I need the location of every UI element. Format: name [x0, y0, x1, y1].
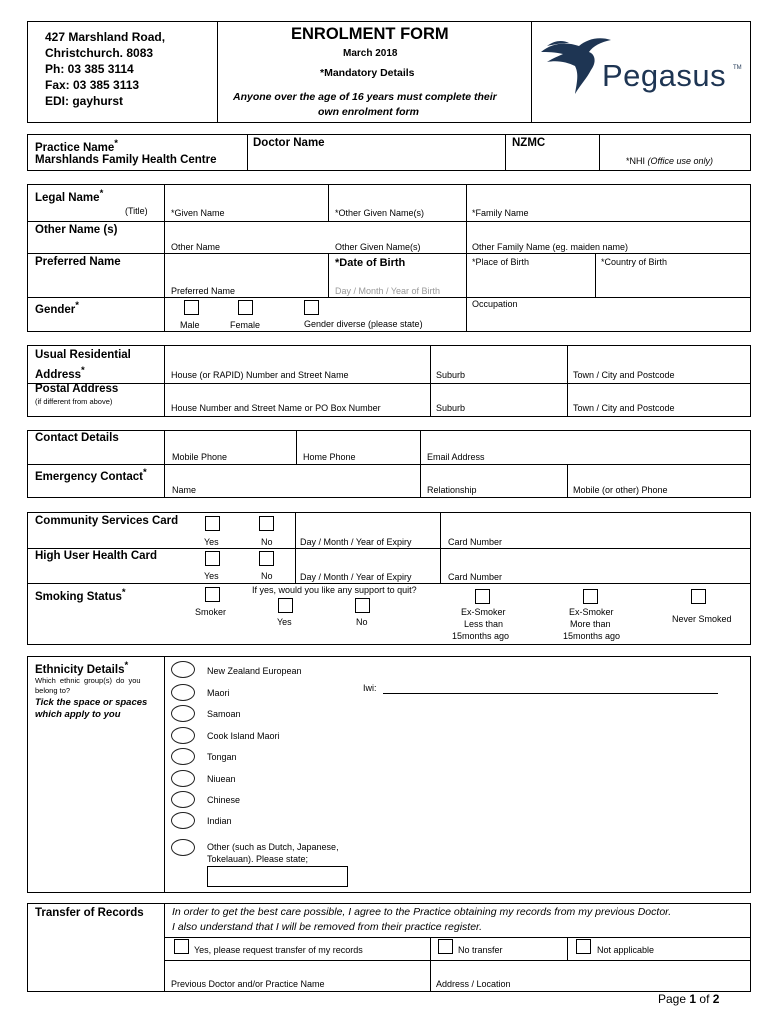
divider [466, 184, 467, 332]
divider [430, 937, 431, 992]
divider [440, 512, 441, 583]
divider [164, 430, 165, 498]
form-date: March 2018 [343, 48, 398, 59]
dob-label: *Date of Birth [335, 257, 406, 269]
ethnicity-option-label: Maori [207, 688, 230, 698]
ethnicity-option-radio[interactable] [171, 727, 195, 744]
ethnicity-other-radio[interactable] [171, 839, 195, 856]
divider [599, 134, 600, 171]
mandatory-note: *Mandatory Details [320, 67, 415, 79]
ethnicity-option-radio[interactable] [171, 684, 195, 701]
gender-diverse-label: Gender diverse (please state) [304, 319, 423, 329]
community-services-card-label: Community Services Card [35, 515, 179, 527]
legal-name-label: Legal Name* [35, 188, 104, 204]
csc-no-label: No [261, 537, 273, 547]
transfer-consent-text: In order to get the best care possible, I agree to the Practice obtaining my records from my previous Doctor. [172, 906, 672, 918]
practice-address-line: 427 Marshland Road, [45, 30, 166, 44]
doctor-name-label: Doctor Name [253, 137, 325, 149]
divider [505, 134, 506, 171]
ethnicity-option-label: Niuean [207, 774, 236, 784]
ethnicity-option-label: New Zealand European [207, 666, 302, 676]
csc-yes-label: Yes [204, 537, 219, 547]
high-user-health-card-label: High User Health Card [35, 550, 158, 562]
smoker-label: Smoker [195, 607, 227, 617]
usual-address-label: Address* [35, 365, 85, 381]
gender-female-checkbox[interactable] [238, 300, 253, 315]
divider [595, 253, 596, 297]
divider [27, 548, 751, 549]
postal-address-note: (if different from above) [35, 397, 113, 406]
practice-edi: EDI: gayhurst [45, 94, 124, 108]
divider [27, 297, 751, 298]
postal-address-label: Postal Address [35, 383, 119, 395]
other-family-hint: Other Family Name (eg. maiden name) [472, 242, 629, 252]
ethnicity-label: Ethnicity Details* [35, 660, 129, 676]
ethnicity-question: belong to? [35, 686, 71, 695]
never-smoked-checkbox[interactable] [691, 589, 706, 604]
ethnicity-option-label: Indian [207, 816, 232, 826]
huhc-number-hint: Card Number [448, 572, 503, 582]
iwi-field[interactable] [383, 693, 718, 694]
page-number: Page 1 of 2 [658, 992, 720, 1006]
ethnicity-option-radio[interactable] [171, 770, 195, 787]
transfer-no-checkbox[interactable] [438, 939, 453, 954]
title-field-label: (Title) [125, 206, 148, 216]
iwi-label: Iwi: [363, 683, 377, 693]
practice-phone: Ph: 03 385 3114 [45, 62, 134, 76]
address-location-hint: Address / Location [436, 979, 511, 989]
other-names-label: Other Name (s) [35, 224, 118, 236]
other-given-hint: Other Given Name(s) [335, 242, 421, 252]
given-name-label: *Given Name [171, 208, 225, 218]
smoking-status-label: Smoking Status* [35, 587, 126, 603]
ethnicity-option-radio[interactable] [171, 661, 195, 678]
emergency-mobile-hint: Mobile (or other) Phone [573, 485, 668, 495]
email-address-hint: Email Address [427, 452, 485, 462]
divider [164, 937, 751, 938]
csc-no-checkbox[interactable] [259, 516, 274, 531]
transfer-yes-checkbox[interactable] [174, 939, 189, 954]
other-given-label: *Other Given Name(s) [335, 208, 425, 218]
postal-street-hint: House Number and Street Name or PO Box Number [171, 403, 381, 413]
postal-suburb-hint: Suburb [436, 403, 466, 413]
divider [164, 960, 751, 961]
country-of-birth-label: *Country of Birth [601, 257, 668, 267]
divider [328, 253, 329, 297]
quit-support-yes-label: Yes [277, 617, 292, 627]
divider [164, 345, 165, 417]
ethnicity-option-label: Samoan [207, 709, 241, 719]
huhc-yes-label: Yes [204, 571, 219, 581]
town-postcode-hint: Town / City and Postcode [573, 370, 675, 380]
dob-placeholder: Day / Month / Year of Birth [335, 286, 441, 296]
ethnicity-instruction: Tick the space or spaces [35, 697, 148, 708]
suburb-hint: Suburb [436, 370, 466, 380]
quit-support-no-label: No [356, 617, 368, 627]
ex-smoker-less-label: Ex-Smoker [461, 607, 506, 617]
previous-doctor-hint: Previous Doctor and/or Practice Name [171, 979, 325, 989]
quit-support-question: If yes, would you like any support to quit? [252, 585, 417, 595]
header-divider [217, 21, 218, 123]
divider [247, 134, 248, 171]
practice-address-line: Christchurch. 8083 [45, 46, 154, 60]
ethnicity-other-label: Other (such as Dutch, Japanese, [207, 842, 339, 852]
house-street-hint: House (or RAPID) Number and Street Name [171, 370, 349, 380]
ethnicity-option-radio[interactable] [171, 705, 195, 722]
divider [27, 583, 751, 584]
divider [295, 512, 296, 583]
emergency-name-hint: Name [172, 485, 197, 495]
ex-smoker-less-label: 15months ago [452, 631, 510, 641]
divider [164, 903, 165, 992]
divider [27, 383, 751, 384]
gender-label: Gender* [35, 300, 79, 316]
ethnicity-option-label: Chinese [207, 795, 241, 805]
divider [164, 656, 165, 893]
ethnicity-option-radio[interactable] [171, 791, 195, 808]
other-name-hint: Other Name [171, 242, 221, 252]
divider [420, 430, 421, 498]
divider [430, 345, 431, 417]
transfer-na-checkbox[interactable] [576, 939, 591, 954]
quit-support-no-checkbox[interactable] [355, 598, 370, 613]
divider [27, 464, 751, 465]
practice-fax: Fax: 03 385 3113 [45, 78, 140, 92]
pegasus-logo-text: Pegasus [602, 58, 727, 93]
transfer-records-label: Transfer of Records [35, 907, 144, 919]
ethnicity-other-label: Tokelauan). Please state; [207, 854, 309, 864]
ex-smoker-more-label: 15months ago [563, 631, 621, 641]
home-phone-hint: Home Phone [303, 452, 356, 462]
quit-support-yes-checkbox[interactable] [278, 598, 293, 613]
contact-details-label: Contact Details [35, 432, 119, 444]
smoker-checkbox[interactable] [205, 587, 220, 602]
divider [567, 937, 568, 960]
never-smoked-label: Never Smoked [672, 614, 732, 624]
divider [328, 184, 329, 221]
header-divider [531, 21, 532, 123]
ethnicity-question: Which ethnic group(s) do you [35, 676, 141, 685]
transfer-no-label: No transfer [458, 945, 503, 955]
huhc-no-checkbox[interactable] [259, 551, 274, 566]
divider [296, 430, 297, 464]
doctor-name-field[interactable] [252, 150, 502, 168]
practice-name-value: Marshlands Family Health Centre [35, 154, 217, 166]
huhc-expiry-hint: Day / Month / Year of Expiry [300, 572, 412, 582]
gender-diverse-checkbox[interactable] [304, 300, 319, 315]
gender-male-checkbox[interactable] [184, 300, 199, 315]
divider [567, 464, 568, 498]
ex-smoker-more-label: Ex-Smoker [569, 607, 614, 617]
preferred-name-label: Preferred Name [35, 256, 121, 268]
ethnicity-option-label: Cook Island Maori [207, 731, 280, 741]
ex-smoker-more-label: More than [570, 619, 611, 629]
age-notice: own enrolment form [318, 106, 419, 118]
nhi-label: *NHI (Office use only) [626, 156, 714, 166]
postal-town-hint: Town / City and Postcode [573, 403, 675, 413]
ex-smoker-more-checkbox[interactable] [583, 589, 598, 604]
divider [27, 253, 751, 254]
practice-name-label: Practice Name* [35, 138, 119, 154]
huhc-yes-checkbox[interactable] [205, 551, 220, 566]
ex-smoker-less-checkbox[interactable] [475, 589, 490, 604]
occupation-label: Occupation [472, 299, 518, 309]
divider [164, 184, 165, 332]
relationship-hint: Relationship [427, 485, 477, 495]
csc-yes-checkbox[interactable] [205, 516, 220, 531]
emergency-contact-label: Emergency Contact* [35, 467, 147, 483]
csc-expiry-hint: Day / Month / Year of Expiry [300, 537, 412, 547]
male-label: Male [180, 320, 200, 330]
divider [567, 345, 568, 417]
age-notice: Anyone over the age of 16 years must complete their [233, 91, 497, 103]
huhc-no-label: No [261, 571, 273, 581]
transfer-consent-text: I also understand that I will be removed from their practice register. [172, 921, 483, 933]
ethnicity-other-input[interactable] [207, 866, 348, 887]
form-title: ENROLMENT FORM [291, 25, 449, 43]
usual-address-label: Usual Residential [35, 349, 131, 361]
ex-smoker-less-label: Less than [464, 619, 504, 629]
ethnicity-option-label: Tongan [207, 752, 237, 762]
transfer-yes-label: Yes, please request transfer of my records [194, 945, 363, 955]
preferred-name-hint: Preferred Name [171, 286, 236, 296]
family-name-label: *Family Name [472, 208, 529, 218]
ethnicity-box [27, 656, 751, 893]
nzmc-label: NZMC [512, 137, 546, 149]
female-label: Female [230, 320, 261, 330]
mobile-phone-hint: Mobile Phone [172, 452, 228, 462]
ethnicity-option-radio[interactable] [171, 812, 195, 829]
transfer-na-label: Not applicable [597, 945, 655, 955]
divider [27, 221, 751, 222]
ethnicity-instruction: which apply to you [35, 709, 121, 720]
csc-number-hint: Card Number [448, 537, 503, 547]
place-of-birth-label: *Place of Birth [472, 257, 530, 267]
ethnicity-option-radio[interactable] [171, 748, 195, 765]
pegasus-logo-tm: TM [733, 65, 742, 71]
